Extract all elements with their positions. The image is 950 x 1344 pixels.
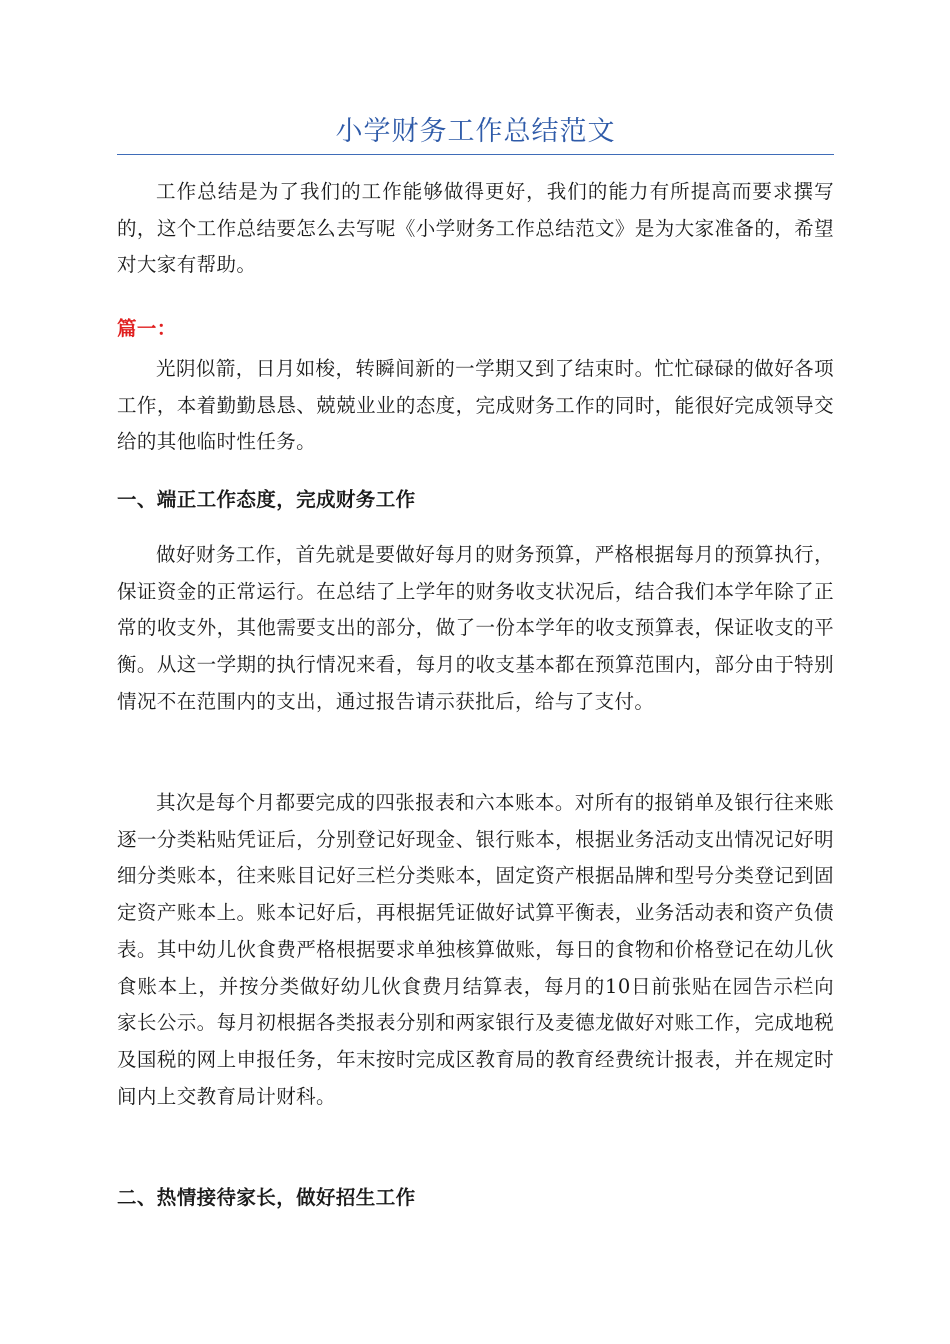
title-underline [117, 154, 834, 155]
section1-paragraph-2: 其次是每个月都要完成的四张报表和六本账本。对所有的报销单及银行往来账逐一分类粘贴凭证后，分别登记好现金、银行账本，根据业务活动支出情况记好明细分类账本，往来账目记好三栏分类账本，固定资产根据品牌和型号分类登记到固定资产账本上。账本记好后，再根据凭证做好试算平衡表，业务活动表和资产负债表。其中幼儿伙食费严格根据要求单独核算做账，每日的食物和价格登记在幼儿伙食账本上，并按分类做好幼儿伙食费月结算表，每月的10日前张贴在园告示栏向家长公示。每月初根据各类报表分别和两家银行及麦德龙做好对账工作，完成地税及国税的网上申报任务，年末按时完成区教育局的教育经费统计报表，并在规定时间内上交教育局计财科。 [117, 791, 834, 1108]
document-title: 小学财务工作总结范文 [335, 116, 616, 147]
intro-paragraph: 工作总结是为了我们的工作能够做得更好，我们的能力有所提高而要求撰写的，这个工作总结要怎么去写呢《小学财务工作总结范文》是为大家准备的，希望对大家有帮助。 [117, 180, 834, 277]
section1-heading: 一、端正工作态度，完成财务工作 [117, 488, 416, 511]
section2-heading: 二、热情接待家长，做好招生工作 [117, 1186, 416, 1209]
section1-paragraph-1: 做好财务工作，首先就是要做好每月的财务预算，严格根据每月的预算执行，保证资金的正常运行。在总结了上学年的财务收支状况后，结合我们本学年除了正常的收支外，其他需要支出的部分，做了一份本学年的收支预算表，保证收支的平衡。从这一学期的执行情况来看，每月的收支基本都在预算范围内，部分由于特别情况不在范围内的支出，通过报告请示获批后，给与了支付。 [117, 543, 834, 713]
part-label: 篇一： [117, 317, 177, 340]
part1-opening-paragraph: 光阴似箭，日月如梭，转瞬间新的一学期又到了结束时。忙忙碌碌的做好各项工作，本着勤勤恳恳、兢兢业业的态度，完成财务工作的同时，能很好完成领导交给的其他临时性任务。 [117, 357, 834, 454]
